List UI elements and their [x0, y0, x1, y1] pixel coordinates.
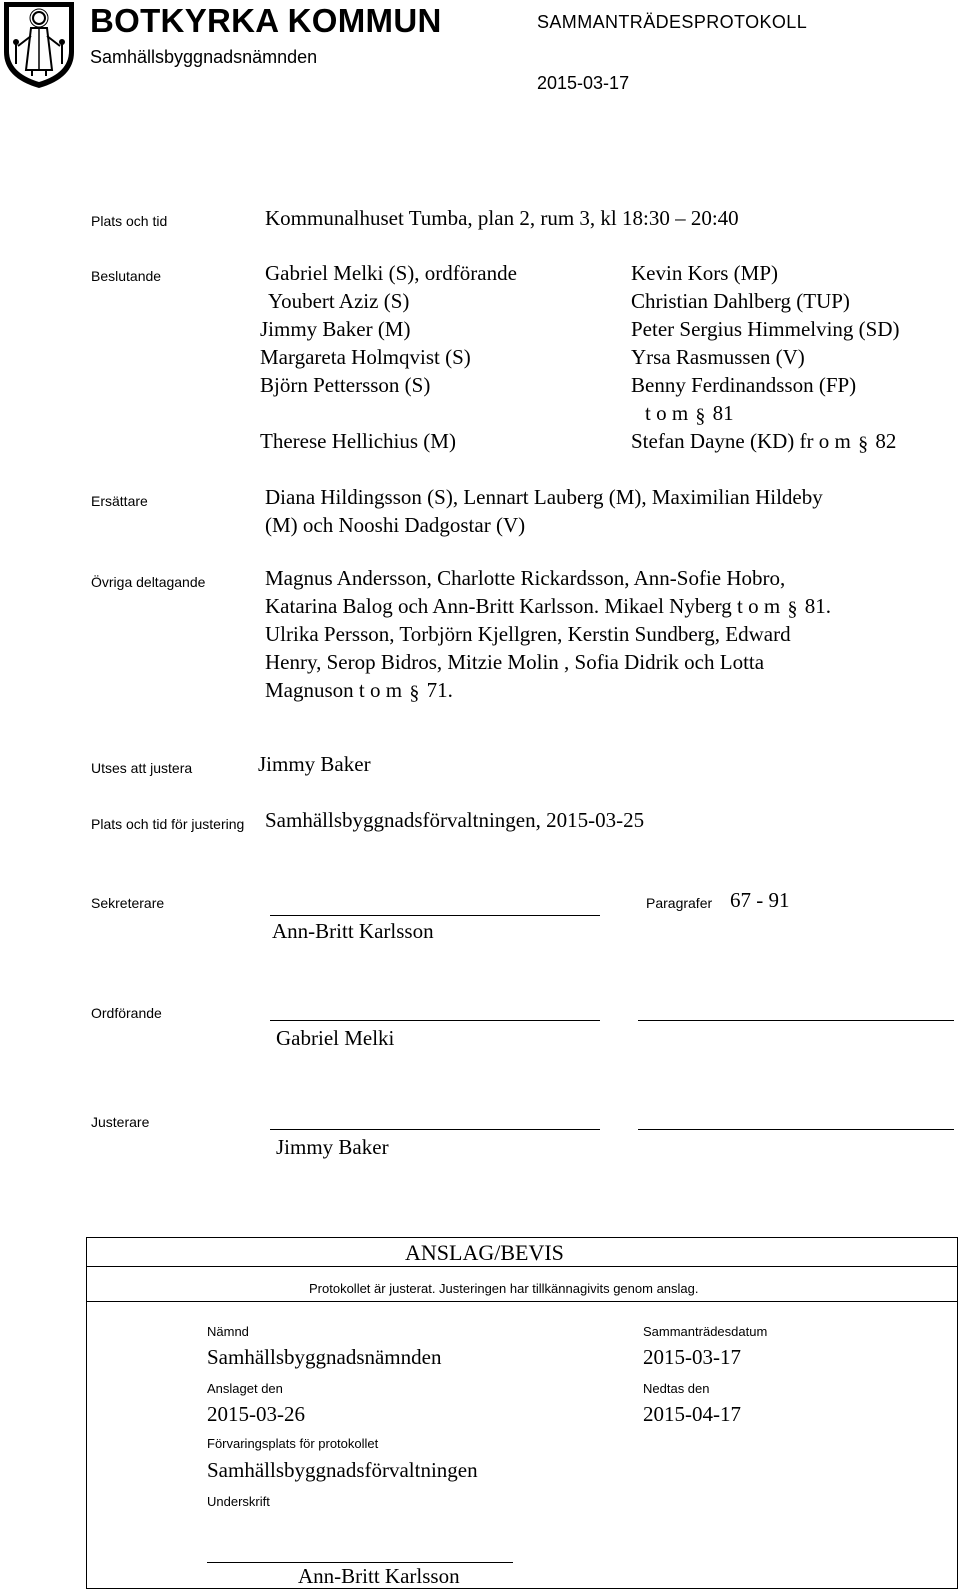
justera-label: Utses att justera — [91, 760, 193, 776]
justering-value: Samhällsbyggnadsförvaltningen, 2015-03-25 — [265, 808, 645, 832]
anslag-note: Protokollet är justerat. Justeringen har tillkännagivits genom anslag. — [309, 1281, 699, 1296]
beslutande-left-2: Youbert Aziz (S) — [268, 289, 410, 313]
signature-line — [270, 915, 600, 916]
ordforande-label: Ordförande — [91, 1005, 162, 1021]
section-sign: § — [695, 405, 706, 427]
namnd-label: Nämnd — [207, 1324, 249, 1339]
document-date: 2015-03-17 — [537, 73, 630, 93]
organization-name: BOTKYRKA KOMMUN — [90, 2, 442, 39]
beslutande-left-4: Margareta Holmqvist (S) — [260, 345, 471, 369]
beslutande-right-4: Yrsa Rasmussen (V) — [631, 345, 805, 369]
beslutande-right-7 — [631, 429, 896, 456]
signature-line — [270, 1020, 600, 1021]
text-segment: 82 — [875, 429, 897, 453]
paragrafer-value: 67 - 91 — [730, 888, 790, 912]
municipal-coat-of-arms-icon — [2, 0, 76, 90]
justerare-label: Justerare — [91, 1114, 150, 1130]
beslutande-right-2: Christian Dahlberg (TUP) — [631, 289, 850, 313]
section-sign: § — [787, 598, 798, 620]
place-label: Plats och tid — [91, 213, 168, 229]
ovriga-line-1: Magnus Andersson, Charlotte Rickardsson, Ann-Sofie Hobro, — [265, 566, 786, 590]
document-type: SAMMANTRÄDESPROTOKOLL — [537, 12, 808, 32]
ovriga-line-5 — [265, 678, 453, 705]
beslutande-label: Beslutande — [91, 268, 162, 284]
ersattare-line-2: (M) och Nooshi Dadgostar (V) — [265, 513, 526, 537]
section-sign: § — [409, 682, 420, 704]
signature-line — [638, 1020, 954, 1021]
anslag-divider — [87, 1301, 957, 1302]
forvaring-value: Samhällsbyggnadsförvaltningen — [207, 1458, 478, 1482]
signature-line — [270, 1129, 600, 1130]
sammantrade-label: Sammanträdesdatum — [643, 1324, 768, 1339]
beslutande-left-5: Björn Pettersson (S) — [260, 373, 431, 397]
anslag-divider — [87, 1266, 957, 1267]
justera-value: Jimmy Baker — [258, 752, 371, 776]
nedtas-label: Nedtas den — [643, 1381, 710, 1396]
namnd-value: Samhällsbyggnadsnämnden — [207, 1345, 442, 1369]
justerare-name: Jimmy Baker — [276, 1135, 389, 1159]
text-segment: Stefan Dayne (KD) fr o m — [631, 429, 851, 453]
paragrafer-label: Paragrafer — [646, 895, 713, 911]
ovriga-label: Övriga deltagande — [91, 574, 206, 590]
beslutande-right-5: Benny Ferdinandsson (FP) — [631, 373, 857, 397]
beslutande-right-3: Peter Sergius Himmelving (SD) — [631, 317, 900, 341]
organization-unit: Samhällsbyggnadsnämnden — [90, 47, 318, 67]
ovriga-line-2 — [265, 594, 831, 621]
text-segment: Katarina Balog och Ann-Britt Karlsson. Mikael Nyberg t o m — [265, 594, 781, 618]
justering-label: Plats och tid för justering — [91, 816, 245, 832]
ovriga-line-4: Henry, Serop Bidros, Mitzie Molin , Sofia Didrik och Lotta — [265, 650, 765, 674]
nedtas-value: 2015-04-17 — [643, 1402, 741, 1426]
text-segment: 81. — [804, 594, 831, 618]
signature-line — [638, 1129, 954, 1130]
anslaget-value: 2015-03-26 — [207, 1402, 305, 1426]
text-segment: 71. — [426, 678, 453, 702]
ersattare-label: Ersättare — [91, 493, 148, 509]
sekreterare-name: Ann-Britt Karlsson — [272, 919, 434, 943]
text-segment: Magnuson t o m — [265, 678, 403, 702]
ordforande-name: Gabriel Melki — [276, 1026, 395, 1050]
sekreterare-label: Sekreterare — [91, 895, 165, 911]
beslutande-left-3: Jimmy Baker (M) — [260, 317, 411, 341]
place-value: Kommunalhuset Tumba, plan 2, rum 3, kl 18:30 – 20:40 — [265, 206, 739, 230]
forvaring-label: Förvaringsplats för protokollet — [207, 1436, 379, 1451]
text-segment: 81 — [712, 401, 734, 425]
anslag-title: ANSLAG/BEVIS — [405, 1240, 564, 1265]
underskrift-label: Underskrift — [207, 1494, 270, 1509]
section-sign: § — [858, 433, 869, 455]
beslutande-right-6 — [645, 401, 734, 428]
beslutande-left-1: Gabriel Melki (S), ordförande — [265, 261, 517, 285]
beslutande-right-1: Kevin Kors (MP) — [631, 261, 778, 285]
anslaget-label: Anslaget den — [207, 1381, 283, 1396]
underskrift-name: Ann-Britt Karlsson — [298, 1564, 460, 1588]
sammantrade-value: 2015-03-17 — [643, 1345, 741, 1369]
ovriga-line-3: Ulrika Persson, Torbjörn Kjellgren, Kerstin Sundberg, Edward — [265, 622, 791, 646]
signature-line — [207, 1562, 513, 1563]
ersattare-line-1: Diana Hildingsson (S), Lennart Lauberg (M), Maximilian Hildeby — [265, 485, 823, 509]
text-segment: t o m — [645, 401, 689, 425]
beslutande-left-7: Therese Hellichius (M) — [260, 429, 456, 453]
